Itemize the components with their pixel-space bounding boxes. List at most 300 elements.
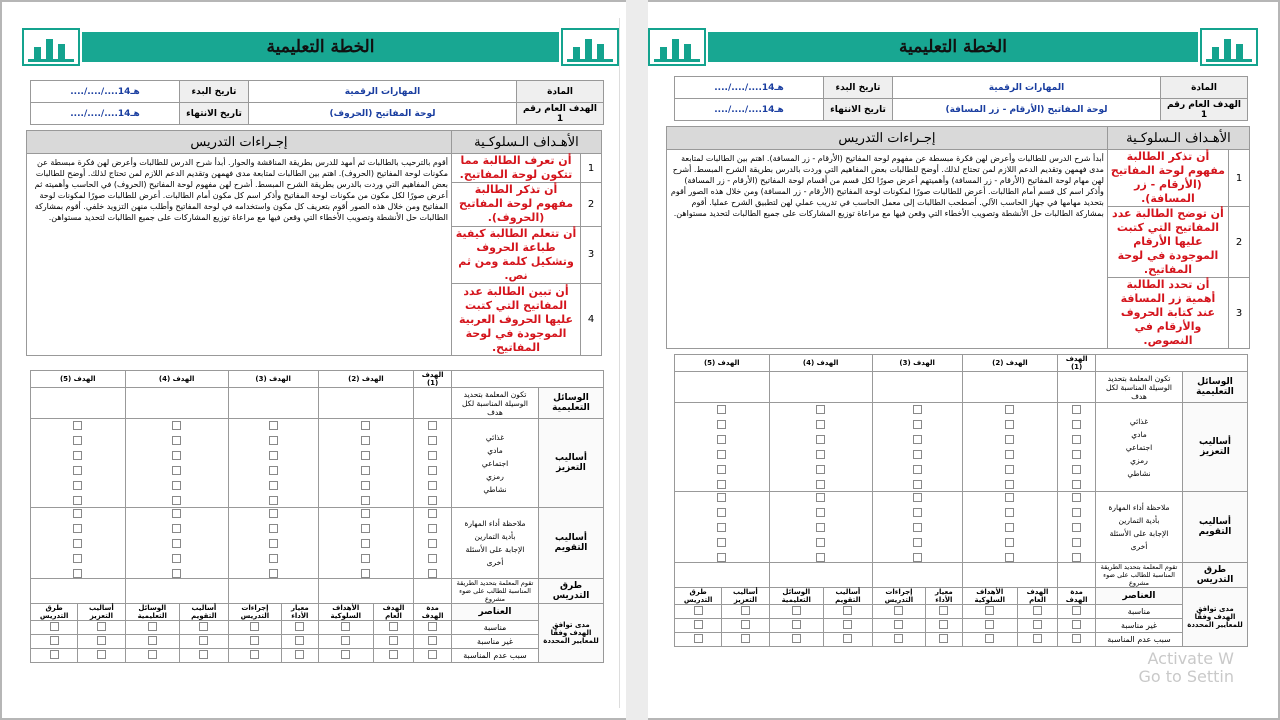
checkbox[interactable] <box>428 436 437 445</box>
checkbox[interactable] <box>1072 634 1081 643</box>
checkbox[interactable] <box>1005 523 1014 532</box>
fit-row <box>31 621 604 635</box>
checkbox[interactable] <box>172 451 181 460</box>
means-cell[interactable] <box>414 388 452 419</box>
checkbox[interactable] <box>361 466 370 475</box>
checkbox[interactable] <box>1072 553 1081 562</box>
checkbox[interactable] <box>1072 538 1081 547</box>
checkbox[interactable] <box>73 421 82 430</box>
checkbox[interactable] <box>428 524 437 533</box>
checkbox[interactable] <box>97 636 106 645</box>
checkbox[interactable] <box>428 650 437 659</box>
document-page-right <box>648 18 1258 708</box>
checkbox[interactable] <box>1033 634 1042 643</box>
checkbox[interactable] <box>428 622 437 631</box>
objective-number: 3 <box>581 226 602 284</box>
checkbox[interactable] <box>816 508 825 517</box>
checkbox[interactable] <box>1072 508 1081 517</box>
checkbox-cell <box>318 508 414 579</box>
objective-text: أن تعرف الطالبة مما تتكون لوحة المفاتيح. <box>451 154 580 183</box>
checkbox[interactable] <box>172 436 181 445</box>
checkbox-cell <box>414 508 452 579</box>
checkbox-cell <box>125 635 180 649</box>
subject-label: المادة <box>517 81 604 103</box>
checkbox-cell <box>675 619 722 633</box>
checkbox[interactable] <box>717 523 726 532</box>
checkbox-cell <box>769 619 824 633</box>
checkbox[interactable] <box>250 650 259 659</box>
means-cell[interactable] <box>872 372 962 403</box>
checkbox[interactable] <box>172 539 181 548</box>
end-date-value: ..../..../....14هـ <box>31 103 180 125</box>
checkbox-column <box>966 493 1055 562</box>
checkbox[interactable] <box>985 620 994 629</box>
checkbox[interactable] <box>361 509 370 518</box>
fit-row <box>675 605 1248 619</box>
checkbox-cell <box>872 605 925 619</box>
checkbox-cell <box>926 619 963 633</box>
checkbox[interactable] <box>792 606 801 615</box>
goal-column-header: الهدف (5) <box>31 371 126 388</box>
option-label: اجتماعي <box>1125 442 1153 452</box>
end-date-label: تاريخ الانتهاء <box>180 103 249 125</box>
checkbox-cell <box>78 621 125 635</box>
checkbox[interactable] <box>1005 493 1014 502</box>
checkbox[interactable] <box>361 539 370 548</box>
checkbox[interactable] <box>295 636 304 645</box>
option-label: رمزي <box>486 471 504 481</box>
checkbox-cell <box>180 621 229 635</box>
option-label: بأدية التمارين <box>474 532 516 541</box>
checkbox[interactable] <box>913 538 922 547</box>
fit-row <box>675 619 1248 633</box>
checkbox-column <box>34 421 122 505</box>
checkbox-cell <box>282 649 319 663</box>
option-label: اجتماعي <box>481 458 509 468</box>
checkbox[interactable] <box>1072 450 1081 459</box>
checkbox[interactable] <box>717 493 726 502</box>
means-cell[interactable] <box>675 372 770 403</box>
start-date-value: ..../..../....14هـ <box>675 77 824 99</box>
checkbox[interactable] <box>913 553 922 562</box>
criteria-header-row <box>675 588 1248 605</box>
checkbox[interactable] <box>1072 405 1081 414</box>
checkbox[interactable] <box>1072 435 1081 444</box>
checkbox-cell <box>872 619 925 633</box>
checkbox[interactable] <box>816 405 825 414</box>
page-header <box>22 28 619 66</box>
objective-text: أن تحدد الطالبة أهمية زر المسافة عند كتابة الحروف والأرقام في النصوص. <box>1107 278 1228 349</box>
checkbox[interactable] <box>894 634 903 643</box>
checkbox[interactable] <box>1033 620 1042 629</box>
checkbox[interactable] <box>717 435 726 444</box>
methods-cell[interactable] <box>125 579 228 604</box>
checkbox[interactable] <box>939 634 948 643</box>
means-row <box>675 372 1248 403</box>
checkbox[interactable] <box>341 622 350 631</box>
checkbox[interactable] <box>148 636 157 645</box>
checkbox[interactable] <box>792 620 801 629</box>
checkbox[interactable] <box>389 650 398 659</box>
checkbox[interactable] <box>73 496 82 505</box>
checkbox[interactable] <box>1005 450 1014 459</box>
checkbox-cell <box>769 605 824 619</box>
checkbox[interactable] <box>341 636 350 645</box>
checkbox[interactable] <box>1005 465 1014 474</box>
methods-cell[interactable] <box>228 579 318 604</box>
page-gap <box>626 0 648 720</box>
criteria-column-header: الأهداف السلوكية <box>318 604 373 621</box>
checkbox-cell <box>78 649 125 663</box>
checkbox[interactable] <box>816 523 825 532</box>
checkbox[interactable] <box>172 481 181 490</box>
checkbox[interactable] <box>428 554 437 563</box>
fit-row-label: مناسبة <box>1096 605 1183 619</box>
checkbox[interactable] <box>694 606 703 615</box>
checkbox[interactable] <box>361 554 370 563</box>
objective-text: أن تذكر الطالبة مفهوم لوحة المفاتيح (الأرقام - زر المسافة). <box>1107 150 1228 207</box>
checkbox[interactable] <box>361 436 370 445</box>
checkbox[interactable] <box>250 622 259 631</box>
checkbox-cell <box>962 633 1017 647</box>
evaluation-table <box>30 370 604 663</box>
assessment-options <box>1096 492 1183 563</box>
checkbox[interactable] <box>73 451 82 460</box>
checkbox[interactable] <box>717 508 726 517</box>
criteria-column-header: معيار الأداء <box>282 604 319 621</box>
checkbox[interactable] <box>250 636 259 645</box>
checkbox[interactable] <box>717 553 726 562</box>
methods-description: تقوم المعلمة بتحديد الطريقة المناسبة للطالب على ضوء مشروع <box>1096 563 1183 588</box>
methods-cell[interactable] <box>675 563 770 588</box>
checkbox-cell <box>872 403 962 492</box>
checkbox[interactable] <box>73 524 82 533</box>
checkbox[interactable] <box>816 450 825 459</box>
checkbox[interactable] <box>361 569 370 578</box>
checkbox[interactable] <box>269 509 278 518</box>
checkbox[interactable] <box>1005 420 1014 429</box>
checkbox[interactable] <box>73 436 82 445</box>
methods-cell[interactable] <box>31 579 126 604</box>
checkbox[interactable] <box>50 622 59 631</box>
checkbox-cell <box>962 403 1058 492</box>
checkbox[interactable] <box>172 496 181 505</box>
checkbox-cell <box>824 633 873 647</box>
checkbox[interactable] <box>148 650 157 659</box>
objectives-header: الأهـداف الـسلوكـية <box>1107 127 1249 150</box>
checkbox[interactable] <box>428 451 437 460</box>
checkbox-cell <box>318 621 373 635</box>
page-title: الخطة التعليمية <box>82 32 559 62</box>
checkbox-cell <box>722 605 769 619</box>
logo-icon <box>648 28 706 66</box>
methods-cell[interactable] <box>1058 563 1096 588</box>
means-cell[interactable] <box>769 372 872 403</box>
checkbox-cell <box>926 633 963 647</box>
criteria-column-header: الوسائل التعليمية <box>125 604 180 621</box>
checkbox[interactable] <box>1005 538 1014 547</box>
checkbox[interactable] <box>913 465 922 474</box>
checkbox[interactable] <box>913 523 922 532</box>
checkbox-cell <box>1017 619 1057 633</box>
checkbox[interactable] <box>269 524 278 533</box>
checkbox[interactable] <box>73 509 82 518</box>
checkbox[interactable] <box>1033 606 1042 615</box>
checkbox[interactable] <box>913 405 922 414</box>
methods-row <box>31 579 604 604</box>
assessment-options <box>452 508 539 579</box>
means-cell[interactable] <box>31 388 126 419</box>
checkbox[interactable] <box>816 465 825 474</box>
checkbox[interactable] <box>694 620 703 629</box>
checkbox-column <box>322 421 411 505</box>
criteria-column-header: معيار الأداء <box>926 588 963 605</box>
checkbox-cell <box>282 635 319 649</box>
methods-cell[interactable] <box>962 563 1058 588</box>
checkbox-cell <box>675 605 722 619</box>
checkbox[interactable] <box>428 481 437 490</box>
methods-label: طرق التدريس <box>539 579 604 604</box>
checkbox-column <box>773 493 869 562</box>
checkbox[interactable] <box>73 466 82 475</box>
checkbox[interactable] <box>269 496 278 505</box>
goal-column-header: الهدف (2) <box>318 371 414 388</box>
checkbox[interactable] <box>50 636 59 645</box>
option-label: أخرى <box>1130 542 1148 551</box>
checkbox[interactable] <box>73 481 82 490</box>
checkbox[interactable] <box>295 622 304 631</box>
goal-column-header: الهدف (4) <box>769 355 872 372</box>
checkbox[interactable] <box>843 634 852 643</box>
checkbox[interactable] <box>389 622 398 631</box>
checkbox[interactable] <box>1005 480 1014 489</box>
elements-label: العناصر <box>1096 588 1183 605</box>
checkbox[interactable] <box>172 554 181 563</box>
checkbox-cell <box>125 649 180 663</box>
checkbox[interactable] <box>269 421 278 430</box>
checkbox[interactable] <box>717 465 726 474</box>
checkbox[interactable] <box>389 636 398 645</box>
methods-cell[interactable] <box>318 579 414 604</box>
general-goal-label: الهدف العام رقم 1 <box>517 103 604 125</box>
checkbox[interactable] <box>816 480 825 489</box>
means-cell[interactable] <box>125 388 228 419</box>
watermark-line: Go to Settin <box>1138 667 1234 686</box>
checkbox-cell <box>769 633 824 647</box>
reinforcement-options <box>1096 403 1183 492</box>
checkbox-cell <box>675 633 722 647</box>
checkbox[interactable] <box>361 421 370 430</box>
checkbox[interactable] <box>269 451 278 460</box>
checkbox[interactable] <box>816 493 825 502</box>
objective-number: 3 <box>1229 278 1250 349</box>
checkbox[interactable] <box>717 420 726 429</box>
checkbox[interactable] <box>816 435 825 444</box>
checkbox[interactable] <box>894 620 903 629</box>
reinforcement-label: أساليب التعزيز <box>539 419 604 508</box>
checkbox[interactable] <box>341 650 350 659</box>
checkbox[interactable] <box>172 569 181 578</box>
checkbox-cell <box>318 649 373 663</box>
means-cell[interactable] <box>318 388 414 419</box>
checkbox[interactable] <box>1072 620 1081 629</box>
objective-number: 2 <box>1229 207 1250 278</box>
methods-cell[interactable] <box>414 579 452 604</box>
criteria-column-header: الأهداف السلوكية <box>962 588 1017 605</box>
criteria-column-header: الهدف العام <box>373 604 413 621</box>
checkbox[interactable] <box>269 554 278 563</box>
checkbox[interactable] <box>985 634 994 643</box>
checkbox[interactable] <box>428 539 437 548</box>
criteria-header-row <box>31 604 604 621</box>
checkbox[interactable] <box>172 524 181 533</box>
checkbox[interactable] <box>199 650 208 659</box>
means-cell[interactable] <box>228 388 318 419</box>
reinforcement-row <box>31 419 604 508</box>
end-date-value: ..../..../....14هـ <box>675 99 824 121</box>
checkbox[interactable] <box>269 569 278 578</box>
subject-value: المهارات الرقمية <box>893 77 1161 99</box>
checkbox[interactable] <box>741 620 750 629</box>
subject-value: المهارات الرقمية <box>249 81 517 103</box>
means-cell[interactable] <box>1058 372 1096 403</box>
checkbox[interactable] <box>985 606 994 615</box>
checkbox[interactable] <box>428 509 437 518</box>
methods-cell[interactable] <box>769 563 872 588</box>
checkbox[interactable] <box>428 496 437 505</box>
checkbox[interactable] <box>73 569 82 578</box>
checkbox[interactable] <box>741 606 750 615</box>
objectives-table <box>26 130 602 356</box>
subject-label: المادة <box>1161 77 1248 99</box>
methods-label: طرق التدريس <box>1183 563 1248 588</box>
methods-cell[interactable] <box>872 563 962 588</box>
checkbox[interactable] <box>199 622 208 631</box>
option-label: الإجابة على الأسئلة <box>465 545 525 554</box>
checkbox[interactable] <box>172 421 181 430</box>
goal-column-header: الهدف (5) <box>675 355 770 372</box>
checkbox[interactable] <box>1072 480 1081 489</box>
fit-row-label: غير مناسبة <box>1096 619 1183 633</box>
fit-row <box>31 635 604 649</box>
criteria-column-header: إجراءات التدريس <box>872 588 925 605</box>
checkbox[interactable] <box>172 509 181 518</box>
checkbox[interactable] <box>428 466 437 475</box>
checkbox[interactable] <box>694 634 703 643</box>
checkbox[interactable] <box>1072 420 1081 429</box>
checkbox[interactable] <box>361 496 370 505</box>
checkbox[interactable] <box>843 606 852 615</box>
assessment-label: أساليب التقويم <box>539 508 604 579</box>
checkbox[interactable] <box>73 554 82 563</box>
checkbox[interactable] <box>1072 523 1081 532</box>
checkbox[interactable] <box>843 620 852 629</box>
checkbox[interactable] <box>428 569 437 578</box>
objective-text: أن تبين الطالبة عدد المفاتيح التي كتبت عليها الحروف العربية الموجودة في لوحة المفاتيح. <box>451 284 580 356</box>
logo-icon <box>561 28 619 66</box>
means-label: الوسائل التعليمية <box>1183 372 1248 403</box>
checkbox[interactable] <box>1072 493 1081 502</box>
checkbox[interactable] <box>172 466 181 475</box>
checkbox[interactable] <box>269 539 278 548</box>
checkbox[interactable] <box>717 480 726 489</box>
checkbox[interactable] <box>1072 606 1081 615</box>
checkbox[interactable] <box>913 420 922 429</box>
checkbox[interactable] <box>97 650 106 659</box>
checkbox[interactable] <box>913 435 922 444</box>
checkbox[interactable] <box>1005 508 1014 517</box>
option-label: رمزي <box>1130 455 1148 465</box>
checkbox[interactable] <box>792 634 801 643</box>
criteria-column-header: مدة الهدف <box>414 604 452 621</box>
checkbox[interactable] <box>741 634 750 643</box>
checkbox[interactable] <box>361 524 370 533</box>
checkbox[interactable] <box>1005 405 1014 414</box>
checkbox[interactable] <box>717 405 726 414</box>
checkbox[interactable] <box>939 606 948 615</box>
checkbox[interactable] <box>428 636 437 645</box>
checkbox[interactable] <box>269 466 278 475</box>
start-date-label: تاريخ البدء <box>824 77 893 99</box>
checkbox[interactable] <box>939 620 948 629</box>
checkbox[interactable] <box>717 450 726 459</box>
procedures-text: أبدأ شرح الدرس للطالبات وأعرض لهن فكرة مبسطة عن مفهوم لوحة المفاتيح (الأرقام - زر المسافة). اهتم بين الطالبات لمتابعة مدى فهمهن وتقديم الدعم اللازم لمن تحتاج لذلك. أوضح للطالبات بعض المفاهيم التي وردت بالدرس بطريقة الشرح المبسط. أشرح لهن مهام لوحة المفاتيح (الأرقام - زر المسافة) وأهميتهم أعرض صورًا لكل قسم من أقسام لوحة المفاتيح (الأرقام - زر المسافة) وأذكر اسم كل قسم أمام الطالبات. أعرض للطالبات صورًا لمكونات لوحة المفاتيح (الأرقام - زر المسافة) ومن خلال هذه الصور أقوم بتحديد مهامها في جهاز الحاسب الآلي. أصطحب الطالبات إلى معمل الحاسب في تدريب عملي لهن لتطبيق الشرح عمليا. أقوم بمشاركة الطالبات حل الأنشطة وتصويب الأخطاء التي وقعن فيها مع مراعاة توزيع المشاركات على جميع الطالبات لتحديد مستواهن. <box>667 150 1108 349</box>
checkbox[interactable] <box>73 539 82 548</box>
checkbox[interactable] <box>913 480 922 489</box>
corner-cell <box>452 371 604 388</box>
checkbox-cell <box>373 649 413 663</box>
checkbox[interactable] <box>269 481 278 490</box>
checkbox[interactable] <box>717 538 726 547</box>
checkbox-cell <box>180 635 229 649</box>
checkbox[interactable] <box>1005 553 1014 562</box>
checkbox[interactable] <box>97 622 106 631</box>
checkbox-cell <box>31 649 78 663</box>
checkbox-cell <box>1058 605 1096 619</box>
checkbox[interactable] <box>894 606 903 615</box>
checkbox[interactable] <box>1072 465 1081 474</box>
fit-row-label: سبب عدم المناسبة <box>452 649 539 663</box>
checkbox[interactable] <box>913 493 922 502</box>
checkbox-cell <box>962 492 1058 563</box>
assessment-label: أساليب التقويم <box>1183 492 1248 563</box>
checkbox[interactable] <box>295 650 304 659</box>
goal-column-header: الهدف (3) <box>872 355 962 372</box>
checkbox[interactable] <box>199 636 208 645</box>
checkbox-column <box>34 509 122 578</box>
checkbox[interactable] <box>148 622 157 631</box>
end-date-label: تاريخ الانتهاء <box>824 99 893 121</box>
checkbox[interactable] <box>913 508 922 517</box>
objective-text: أن توضح الطالبة عدد المفاتيح التي كتبت عليها الأرقام الموجودة في لوحة المفاتيح. <box>1107 207 1228 278</box>
checkbox[interactable] <box>361 451 370 460</box>
general-goal-label: الهدف العام رقم 1 <box>1161 99 1248 121</box>
checkbox[interactable] <box>50 650 59 659</box>
checkbox[interactable] <box>269 436 278 445</box>
methods-description: تقوم المعلمة بتحديد الطريقة المناسبة للطالب على ضوء مشروع <box>452 579 539 604</box>
checkbox-cell <box>872 492 962 563</box>
checkbox[interactable] <box>816 553 825 562</box>
checkbox[interactable] <box>361 481 370 490</box>
checkbox[interactable] <box>428 421 437 430</box>
checkbox[interactable] <box>913 450 922 459</box>
checkbox[interactable] <box>1005 435 1014 444</box>
checkbox[interactable] <box>816 538 825 547</box>
checkbox-cell <box>769 403 872 492</box>
means-cell[interactable] <box>962 372 1058 403</box>
criteria-column-header: أساليب التعزيز <box>722 588 769 605</box>
checkbox[interactable] <box>816 420 825 429</box>
